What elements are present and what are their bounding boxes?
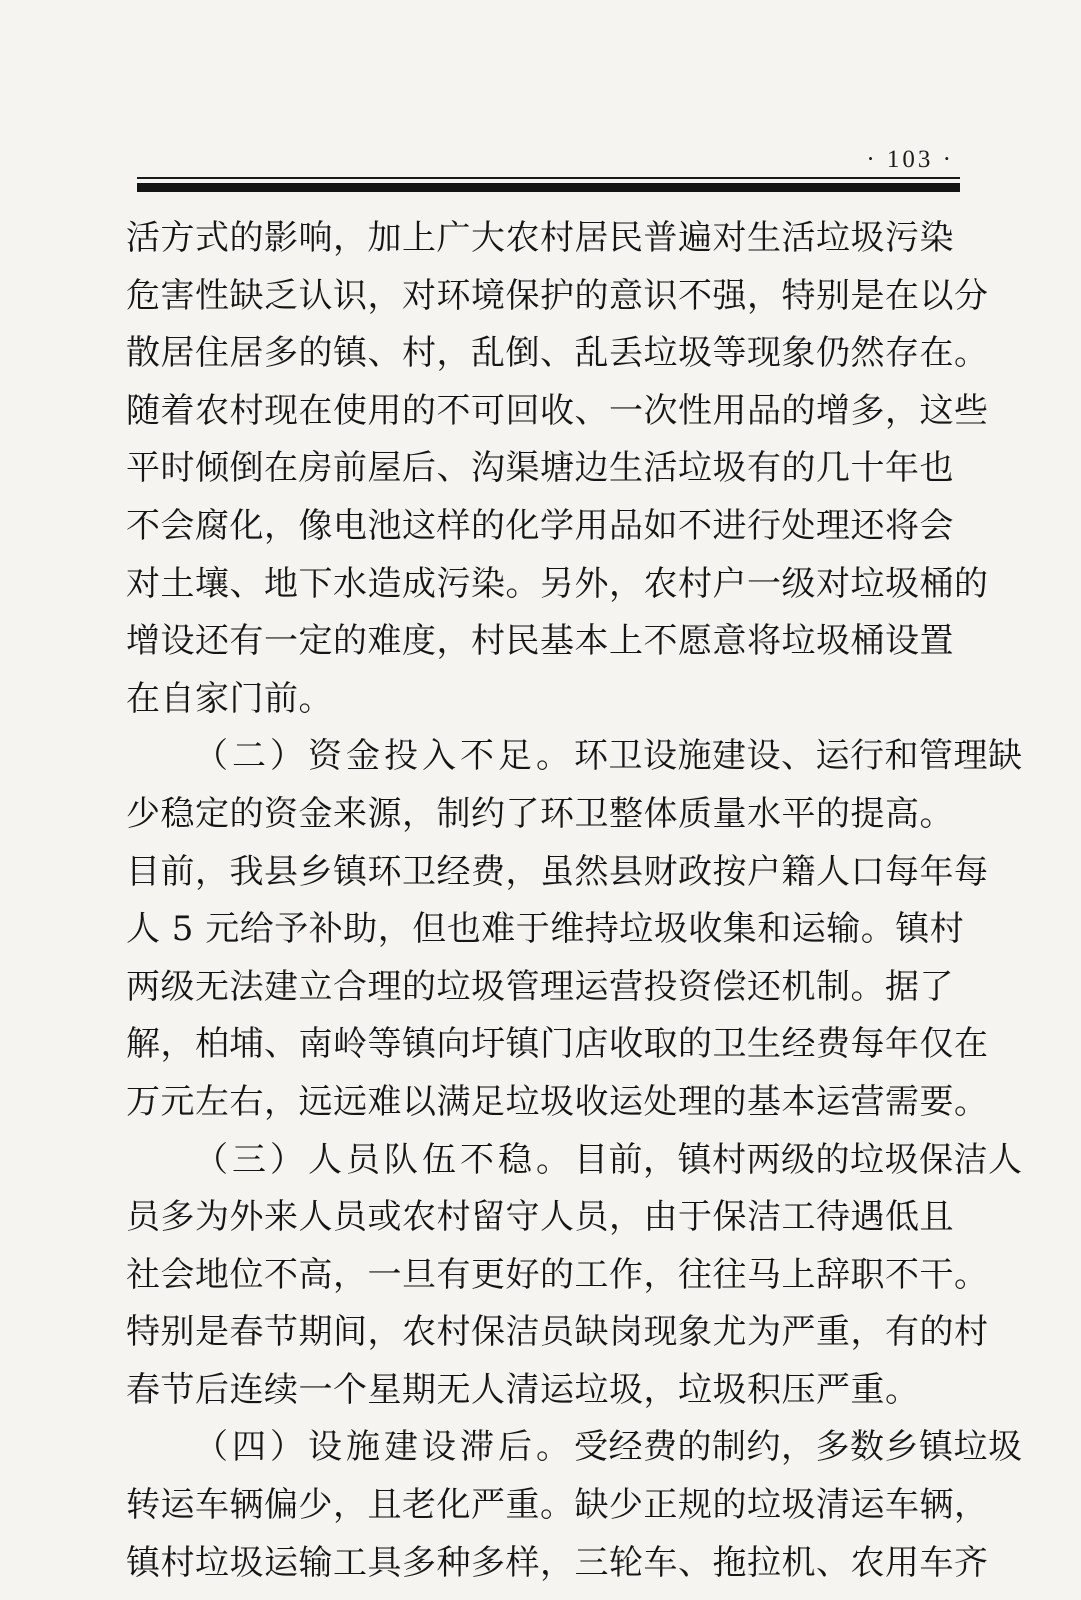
text-line: 随着农村现在使用的不可回收、一次性用品的增多，这些 [126,390,989,431]
text-line: 春节后连续一个星期无人清运垃圾，垃圾积压严重。 [126,1369,920,1410]
text-line: 在自家门前。 [126,678,333,719]
text-line: 平时倾倒在房前屋后、沟渠塘边生活垃圾有的几十年也 [126,448,954,489]
header-rule-thin [137,177,960,179]
paragraph-first-line [126,728,1023,786]
paragraph-first-line [126,1132,1023,1190]
text-line: 危害性缺乏认识，对环境保护的意识不强，特别是在以分 [126,275,989,316]
text-line: 镇村垃圾运输工具多种多样，三轮车、拖拉机、农用车齐 [126,1542,989,1583]
text-span: 受经费的制约，多数乡镇垃圾 [574,1427,1023,1468]
text-line: 目前，我县乡镇环卫经费，虽然县财政按户籍人口每年每 [126,851,989,892]
text-line: 散居住居多的镇、村，乱倒、乱丢垃圾等现象仍然存在。 [126,333,989,374]
text-line: 人 5 元给予补助，但也难于维持垃圾收集和运输。镇村 [126,909,965,950]
header-rule-thick [137,183,960,192]
section-heading: （三）人员队伍不稳。 [194,1139,574,1180]
text-line: 对土壤、地下水造成污染。另外，农村户一级对垃圾桶的 [126,563,989,604]
section-heading: （二）资金投入不足。 [194,736,574,777]
text-line: 增设还有一定的难度，村民基本上不愿意将垃圾桶设置 [126,621,954,662]
text-line: 少稳定的资金来源，制约了环卫整体质量水平的提高。 [126,793,954,834]
text-line: 不会腐化，像电池这样的化学用品如不进行处理还将会 [126,505,954,546]
text-line: 特别是春节期间，农村保洁员缺岗现象尤为严重，有的村 [126,1312,989,1353]
paragraph-first-line [126,1419,1023,1477]
text-line: 转运车辆偏少，且老化严重。缺少正规的垃圾清运车辆， [126,1485,989,1526]
text-line: 社会地位不高，一旦有更好的工作，往往马上辞职不干。 [126,1254,989,1295]
body-text [126,210,1023,1592]
text-line: 两级无法建立合理的垃圾管理运营投资偿还机制。据了 [126,966,954,1007]
text-line: 活方式的影响，加上广大农村居民普遍对生活垃圾污染 [126,218,954,258]
text-line: 万元左右，远远难以满足垃圾收运处理的基本运营需要。 [126,1081,989,1122]
text-line: 员多为外来人员或农村留守人员，由于保洁工待遇低且 [126,1197,954,1238]
text-span: 目前，镇村两级的垃圾保洁人 [574,1139,1023,1180]
page-number: · 103 · [866,146,954,173]
text-span: 环卫设施建设、运行和管理缺 [574,736,1023,777]
section-heading: （四）设施建设滞后。 [194,1427,574,1468]
text-line: 解，柏埔、南岭等镇向圩镇门店收取的卫生经费每年仅在 [126,1024,989,1065]
